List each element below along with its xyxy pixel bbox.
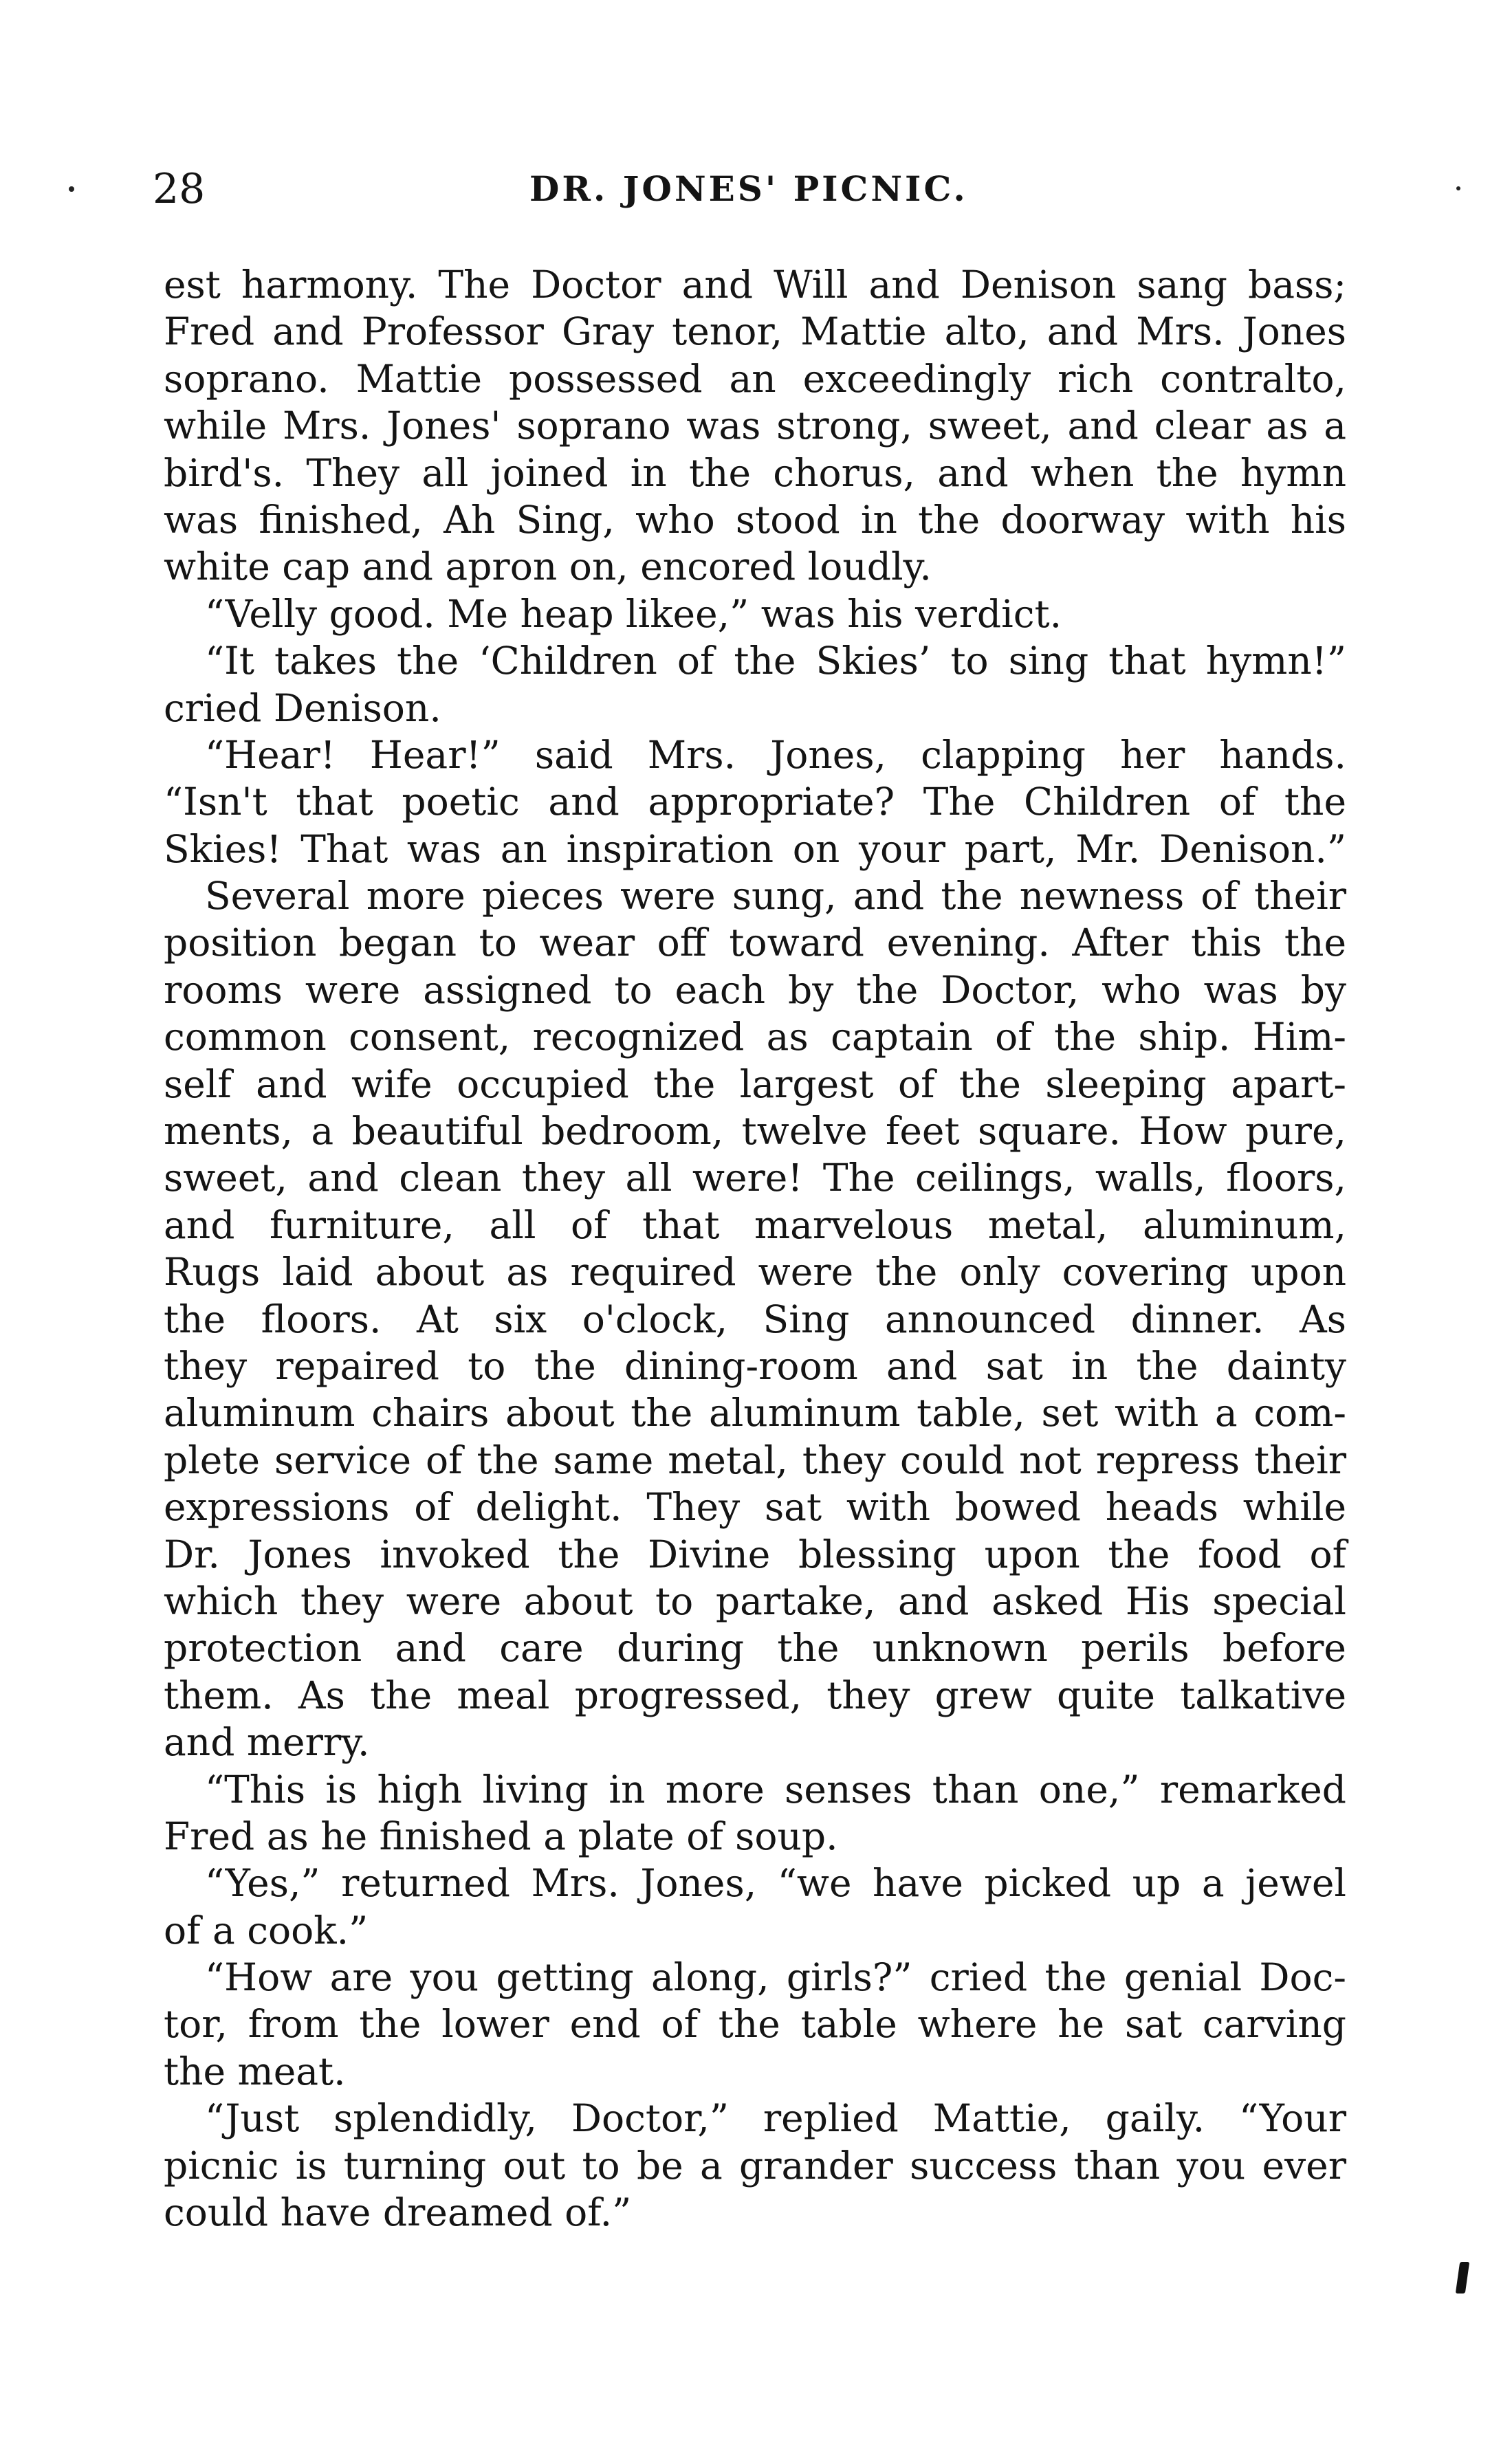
text-line: expressions of delight. They sat with bowed heads while [164,1485,1346,1530]
text-line: “Velly good. Me heap likee,” was his verdict. [205,591,1062,636]
text-line: “Just splendidly, Doctor,” replied Mattie, gaily. “Your [205,2096,1346,2141]
text-line: soprano. Mattie possessed an exceedingly rich contralto, [164,356,1346,401]
text-line: the meat. [164,2049,346,2093]
text-line: sweet, and clean they all were! The ceilings, walls, floors, [164,1156,1346,1200]
text-line: “Hear! Hear!” said Mrs. Jones, clapping her hands. [205,732,1346,777]
margin-mark [1456,2262,1469,2294]
page-number: 28 [153,165,206,213]
text-line: self and wife occupied the largest of the sleeping apart- [164,1062,1346,1106]
text-line: plete service of the same metal, they could not repress their [164,1438,1346,1482]
text-line: Dr. Jones invoked the Divine blessing upon the food of [164,1532,1346,1576]
text-line: “Isn't that poetic and appropriate? The Children of the [164,780,1346,824]
text-line: and merry. [164,1720,370,1765]
print-speck [69,186,74,192]
text-line: Fred as he finished a plate of soup. [164,1814,838,1858]
text-line: which they were about to partake, and asked His special [164,1578,1346,1623]
text-line: “This is high living in more senses than one,” remarked [205,1767,1346,1812]
text-line: “How are you getting along, girls?” cried the genial Doc- [205,1955,1346,2000]
text-line: Several more pieces were sung, and the newness of their [205,874,1346,918]
text-line: aluminum chairs about the aluminum table, set with a com- [164,1391,1346,1436]
text-line: could have dreamed of.” [164,2190,632,2235]
print-speck [1456,186,1460,190]
text-line: tor, from the lower end of the table where he sat carving [164,2002,1346,2047]
body-text [164,261,1346,2236]
text-line: them. As the meal progressed, they grew quite talkative [164,1673,1346,1717]
text-line: protection and care during the unknown perils before [164,1626,1346,1671]
text-line: was finished, Ah Sing, who stood in the doorway with his [164,497,1346,542]
text-line: bird's. They all joined in the chorus, and when the hymn [164,450,1346,495]
text-line: Fred and Professor Gray tenor, Mattie alto, and Mrs. Jones [164,309,1346,354]
text-line: cried Denison. [164,685,441,730]
text-line: “It takes the ‘Children of the Skies’ to sing that hymn!” [205,639,1346,683]
text-line: position began to wear off toward evening. After this the [164,921,1346,965]
text-line: they repaired to the dining-room and sat in the dainty [164,1343,1346,1388]
text-line: the floors. At six o'clock, Sing announced dinner. As [164,1297,1346,1341]
running-title: DR. JONES' PICNIC. [529,168,968,209]
text-line: and furniture, all of that marvelous metal, aluminum, [164,1202,1346,1247]
text-line: common consent, recognized as captain of the ship. Him- [164,1015,1346,1059]
text-line: rooms were assigned to each by the Doctor, who was by [164,967,1346,1012]
page-header [0,162,1501,217]
text-line: est harmony. The Doctor and Will and Denison sang bass; [164,263,1346,307]
text-line: Skies! That was an inspiration on your part, Mr. Denison.” [164,826,1346,871]
text-line: while Mrs. Jones' soprano was strong, sweet, and clear as a [164,404,1346,448]
text-line: of a cook.” [164,1908,369,1952]
text-line: ments, a beautiful bedroom, twelve feet square. How pure, [164,1109,1346,1154]
text-line: white cap and apron on, encored loudly. [164,544,932,589]
text-line: “Yes,” returned Mrs. Jones, “we have picked up a jewel [205,1861,1346,1906]
text-line: picnic is turning out to be a grander success than you ever [164,2143,1346,2188]
text-line: Rugs laid about as required were the only covering upon [164,1250,1346,1295]
